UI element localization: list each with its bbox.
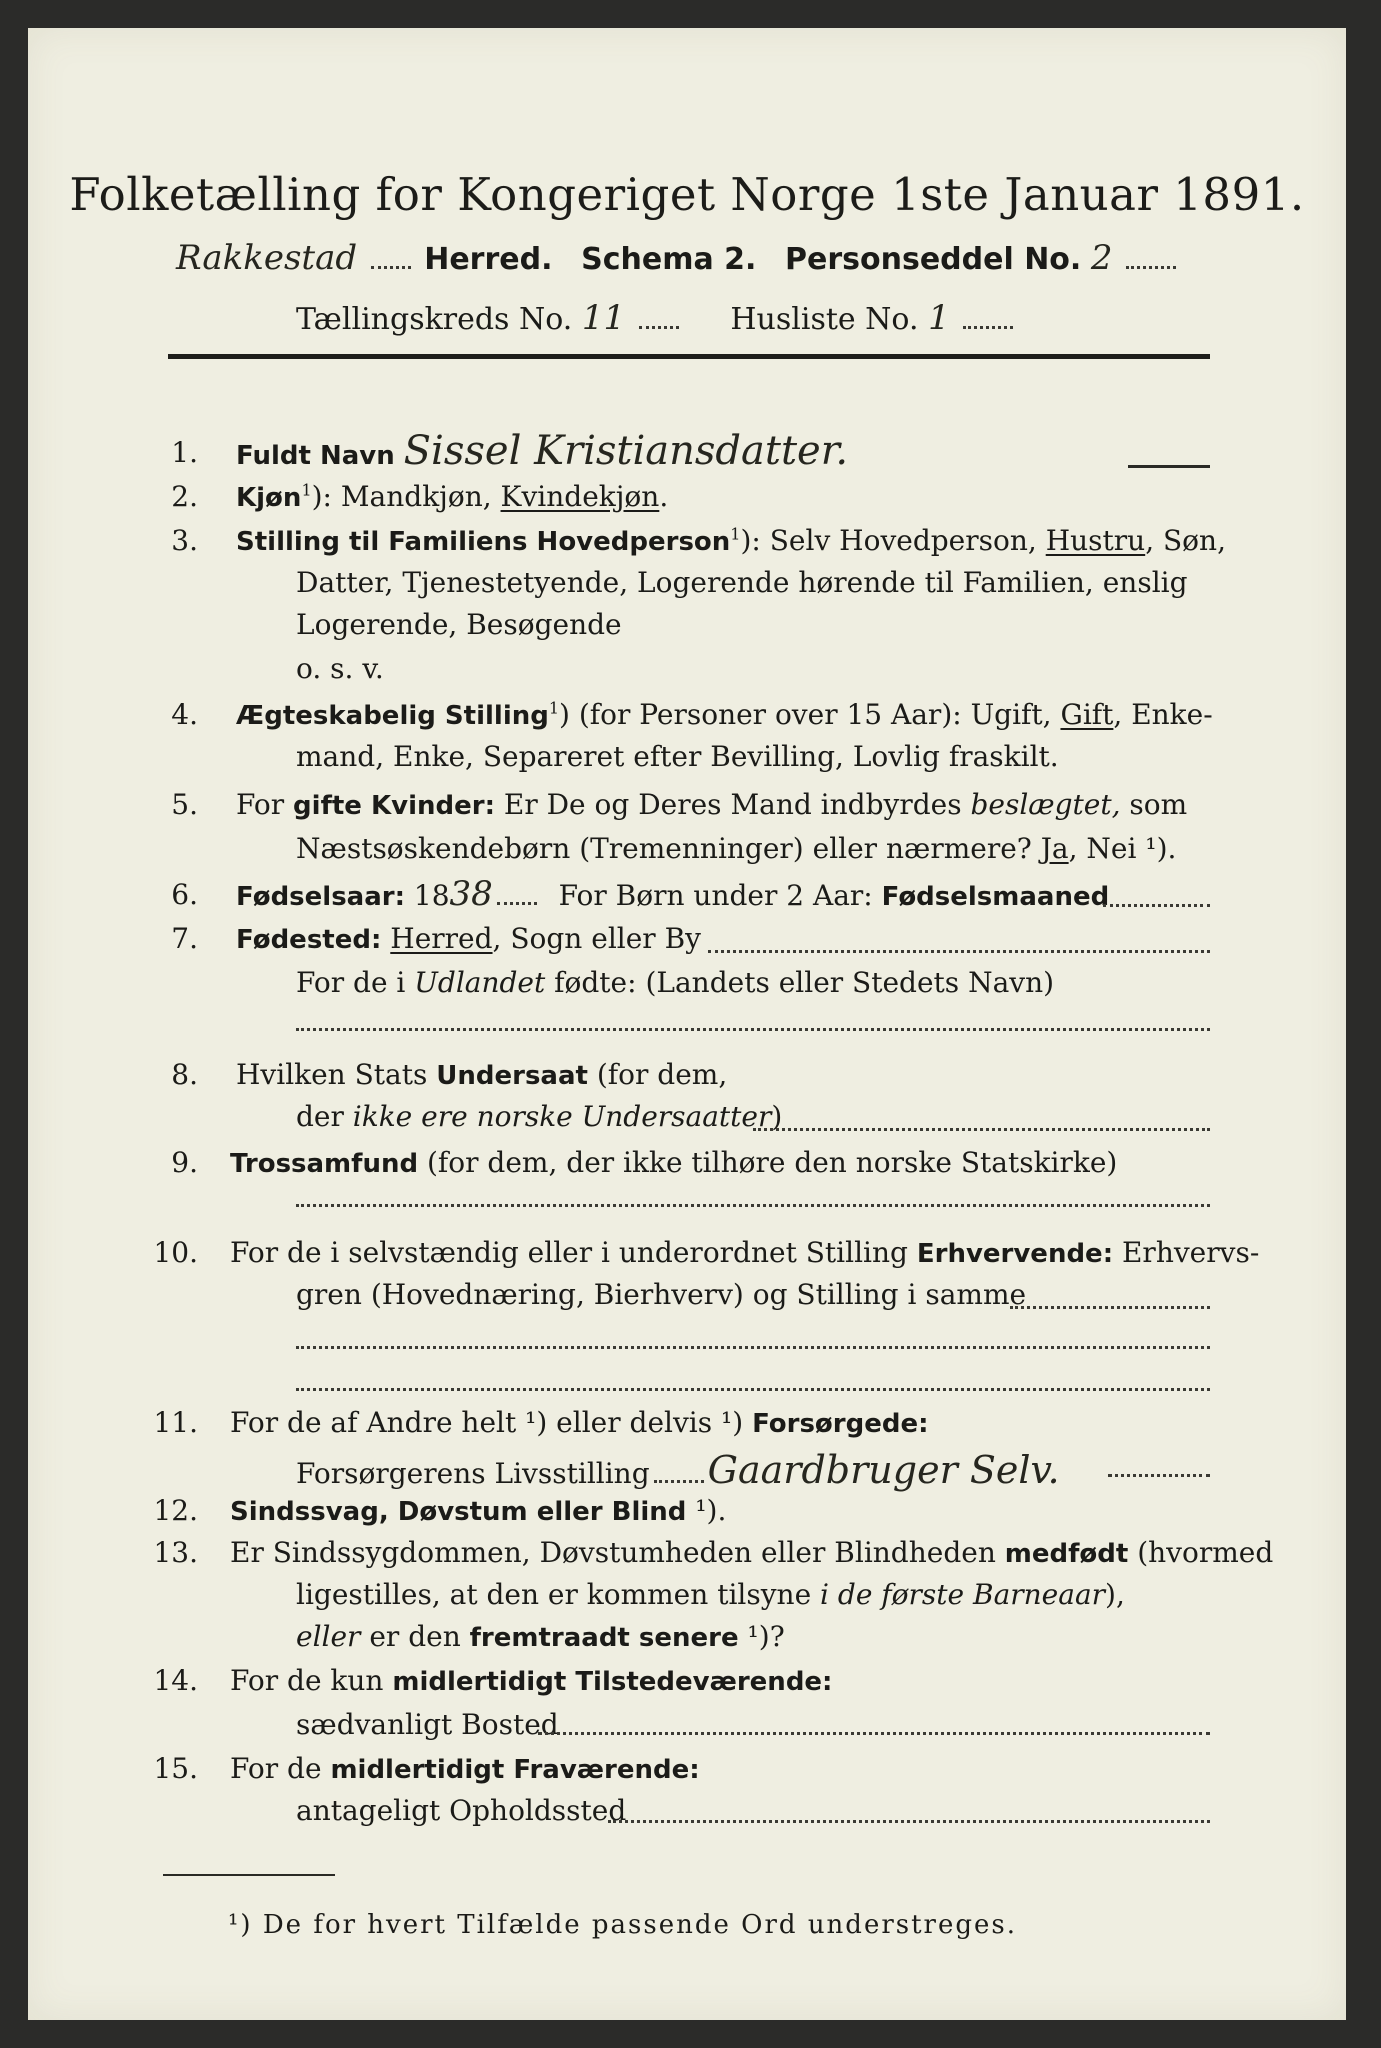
q9-number: 9. [171,1146,198,1179]
q3-line4: o. s. v. [296,652,384,685]
q10-line1: For de i selvstændig eller i underordnet Stilling Erhvervende: Erhvervs- [230,1236,1260,1269]
q7-line1: Fødested: Herred, Sogn eller By [236,922,701,955]
q6-line: Fødselsaar: 1838 For Børn under 2 Aar: Fødselsmaaned [236,874,1110,914]
q10-fill [1010,1306,1210,1309]
q3-selected: Hustru [1045,524,1146,557]
q15-number: 15. [153,1752,198,1785]
q1-line [236,428,848,474]
q14-line2: sædvanligt Bosted [296,1708,559,1741]
q10-fill-2 [296,1346,1210,1349]
q2-line: Kjøn$^1$): Mandkjøn, Kvindekjøn. [236,480,669,513]
q11-line1: For de af Andre helt ¹) eller delvis ¹) Forsørgede: [230,1406,929,1439]
q4-line1: Ægteskabelig Stilling$^1$) (for Personer over 15 Aar): Ugift, Gift, Enke- [236,698,1213,731]
q15-line1: For de midlertidigt Fraværende: [230,1752,700,1785]
q5-line2: Næstsøskendebørn (Tremenninger) eller nærmere? Ja, Nei ¹). [296,832,1177,865]
q1-line-end [1128,465,1210,468]
q8-label: Undersaat [436,1061,588,1091]
q15-line2: antageligt Opholdssted [296,1794,627,1827]
q3-line3: Logerende, Besøgende [296,608,622,641]
q11-number: 11. [153,1406,198,1439]
q4-selected: Gift [1060,698,1114,731]
q5-line1: For gifte Kvinder: Er De og Deres Mand indbyrdes beslægtet, som [236,788,1188,821]
q5-number: 5. [171,788,198,821]
q7-fill-2 [296,1028,1210,1031]
q12-line: Sindssvag, Døvstum eller Blind ¹). [230,1494,727,1527]
q11-label: Forsørgede: [752,1409,929,1439]
q7-selected: Herred [390,922,493,955]
q6-number: 6. [171,878,198,911]
q13-label: medfødt [1004,1539,1129,1569]
q15-label: midlertidigt Fraværende: [330,1755,700,1785]
dotted-fill [1126,266,1176,269]
q14-line1: For de kun midlertidigt Tilstedeværende: [230,1664,833,1697]
q13-line2: ligestilles, at den er kommen tilsyne i de første Barneaar), [296,1578,1125,1611]
q6-year: 38 [449,874,493,914]
q8-number: 8. [171,1058,198,1091]
q10-line2: gren (Hovednæring, Bierhverv) og Stilling i samme [296,1278,1027,1311]
q2-label: Kjøn [236,483,302,513]
herred-value: Rakkestad [176,238,358,278]
dotted-fill [371,266,411,269]
footnote: ¹) De for hvert Tilfælde passende Ord understreges. [228,1910,1018,1940]
q4-number: 4. [171,698,198,731]
schema-label: Schema 2. [581,242,757,277]
q8-fill [753,1128,1210,1131]
q13-line1: Er Sindssygdommen, Døvstumheden eller Blindheden medfødt (hvormed [230,1536,1274,1569]
q14-label: midlertidigt Tilstedeværende: [392,1667,833,1697]
form-title: Folketælling for Kongeriget Norge 1ste Januar 1891. [69,168,1305,221]
q1-label: Fuldt Navn [236,441,395,471]
q4-label: Ægteskabelig Stilling [236,701,549,731]
personseddel-value: 2 [1090,238,1113,278]
dotted-fill [963,326,1013,329]
q11-fill [1108,1474,1210,1477]
q3-line1: Stilling til Familiens Hovedperson$^1$): Selv Hovedperson, Hustru, Søn, [236,524,1226,557]
q11-answer: Gaardbruger Selv. [707,1448,1060,1492]
q10-label: Erhvervende: [916,1239,1114,1269]
q12-label: Sindssvag, Døvstum eller Blind [230,1497,687,1527]
q14-number: 14. [153,1664,198,1697]
q7-number: 7. [171,922,198,955]
q10-fill-3 [296,1388,1210,1391]
q1-answer: Sissel Kristiansdatter. [403,428,849,474]
q2-number: 2. [171,480,198,513]
q3-label: Stilling til Familiens Hovedperson [236,527,731,557]
herred-label: Herred. [424,242,553,277]
footnote-rule [163,1874,335,1876]
kreds-line [296,298,1017,338]
q7-fill [708,950,1210,953]
q3-number: 3. [171,524,198,557]
q9-line: Trossamfund (for dem, der ikke tilhøre den norske Statskirke) [230,1146,1118,1179]
herred-line [176,238,1180,278]
q2-selected: Kvindekjøn [500,480,660,513]
q8-line2: der ikke ere norske Undersaatter) [296,1100,783,1133]
q10-number: 10. [153,1236,198,1269]
q12-number: 12. [153,1494,198,1527]
q8-line1: Hvilken Stats Undersaat (for dem, [236,1058,728,1091]
q15-fill [608,1820,1210,1823]
header-rule [168,354,1210,359]
q5-label: gifte Kvinder: [293,791,495,821]
q7-line2: For de i Udlandet fødte: (Landets eller Stedets Navn) [296,966,1055,999]
personseddel-label: Personseddel No. [785,242,1082,277]
q9-fill [296,1204,1210,1207]
kreds-label: Tællingskreds No. [296,302,573,337]
q7-label: Fødested: [236,925,382,955]
q11-line2: Forsørgerens Livsstilling Gaardbruger Selv. [296,1448,1060,1492]
q14-fill [538,1732,1210,1735]
kreds-value: 11 [581,298,626,338]
q5-selected: Ja [1040,832,1069,865]
q13-number: 13. [153,1536,198,1569]
q4-line2: mand, Enke, Separeret efter Bevilling, Lovlig fraskilt. [296,740,1059,773]
husliste-label: Husliste No. [730,302,919,337]
dotted-fill [639,326,679,329]
q1-number: 1. [171,436,198,469]
q3-line2: Datter, Tjenestetyende, Logerende hørende til Familien, enslig [296,566,1188,599]
census-form-page [28,28,1346,2020]
q6-label: Fødselsaar: [236,882,405,912]
q13-line3: eller er den fremtraadt senere ¹)? [296,1620,785,1653]
q9-label: Trossamfund [230,1149,419,1179]
husliste-value: 1 [928,298,950,338]
q6-fill [1103,904,1210,907]
